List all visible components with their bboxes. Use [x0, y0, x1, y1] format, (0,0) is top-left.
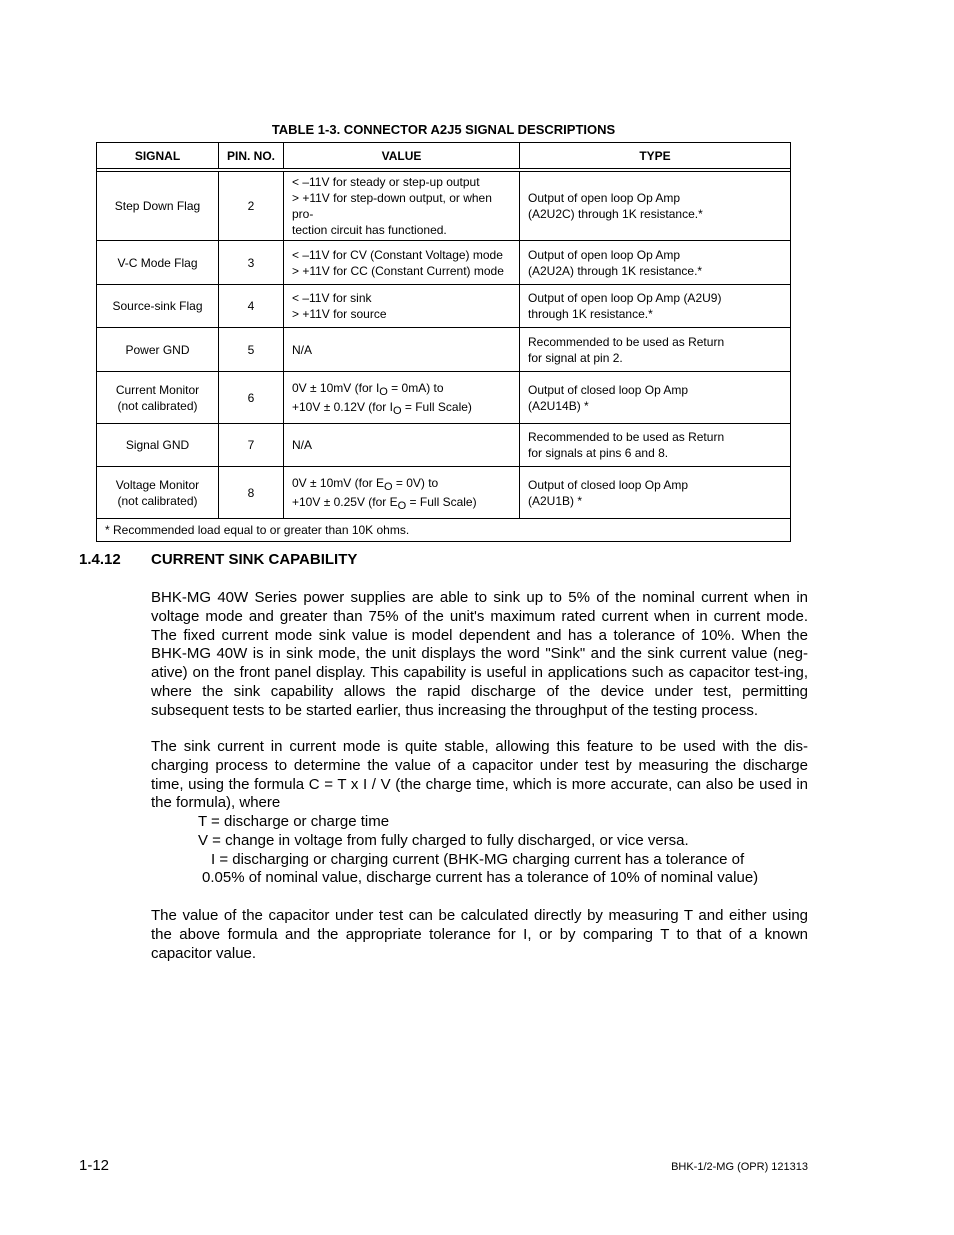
cell-value: [284, 328, 520, 372]
cell-pin: 4: [219, 285, 284, 328]
cell-type: [520, 285, 791, 328]
signal-table: [96, 142, 791, 542]
type-line: Recommended to be used as Return: [528, 430, 725, 444]
type-line: Output of closed loop Op Amp: [528, 382, 689, 397]
table-body: [97, 169, 791, 542]
page-number: 1-12: [79, 1157, 110, 1174]
value-line: [292, 398, 511, 417]
value-text: = Full Scale): [401, 399, 472, 414]
type-line: (A2U2A) through 1K resistance.*: [528, 263, 703, 278]
cell-value: [284, 172, 520, 241]
definition-i-continued: 0.05% of nominal value, discharge current has a tolerance of 10% of nominal value): [202, 869, 759, 887]
section-heading: [79, 551, 357, 568]
table-row: [97, 285, 791, 328]
document-id: BHK-1/2-MG (OPR) 121313: [671, 1161, 808, 1173]
table-row: [97, 241, 791, 285]
type-line: for signal at pin 2.: [528, 350, 623, 365]
cell-signal: [97, 241, 219, 285]
type-line: through 1K resistance.*: [528, 307, 653, 321]
definition-t: T = discharge or charge time: [198, 813, 390, 830]
type-line: (A2U2C) through 1K resistance.*: [528, 207, 703, 221]
value-line: tection circuit has functioned.: [292, 223, 447, 237]
signal-name-line: (not calibrated): [117, 398, 198, 413]
cell-pin: 2: [219, 172, 284, 241]
cell-signal: [97, 285, 219, 328]
value-line: [292, 493, 511, 512]
signal-name-line: Current Monitor: [115, 382, 200, 397]
signal-name-line: V-C Mode Flag: [117, 255, 198, 270]
type-line: (A2U1B) *: [528, 493, 583, 508]
type-line: Output of open loop Op Amp: [528, 191, 681, 205]
value-text: = 0V) to: [392, 475, 439, 490]
cell-pin: 3: [219, 241, 284, 285]
cell-value: [284, 424, 520, 467]
cell-pin: 7: [219, 424, 284, 467]
cell-signal: [97, 328, 219, 372]
table-footnote: * Recommended load equal to or greater than 10K ohms.: [97, 519, 791, 542]
paragraph-capacitor-value: The value of the capacitor under test can be calculated directly by measuring T and either using the above formula and the appropriate tolerance for I, or by comparing T to that of a known capacitor value.: [151, 907, 808, 962]
paragraph-sink-capability: BHK-MG 40W Series power supplies are able to sink up to 5% of the nominal current when in voltage mode and greater than 75% of the unit's maximum rated current when in current mode. The fixed current mode sink value is model dependent and has a tolerance of 10%. When the BHK-MG 40W is in sink mode, the unit displays the word "Sink" and the sink current value (neg-ative) on the front panel display. This capability is useful in applications such as capacitor test-ing, where the sink capability allows the rapid discharge of the device under test, permitting subsequent tests to be started earlier, thus increasing the throughput of the testing process.: [151, 589, 808, 719]
value-line: [292, 379, 511, 398]
type-line: Output of closed loop Op Amp: [528, 477, 689, 492]
table-row: [97, 424, 791, 467]
table-row: [97, 467, 791, 519]
table-row: [97, 328, 791, 372]
value-text: 0V ± 10mV (for E: [292, 475, 384, 490]
value-line: < –11V for CV (Constant Voltage) mode: [292, 247, 503, 262]
cell-signal: [97, 372, 219, 424]
cell-value: [284, 467, 520, 519]
cell-pin: 5: [219, 328, 284, 372]
table-title: TABLE 1-3. CONNECTOR A2J5 SIGNAL DESCRIPTIONS: [271, 122, 616, 137]
cell-type: [520, 424, 791, 467]
signal-name-line: Step Down Flag: [114, 199, 201, 213]
signal-name-line: Source-sink Flag: [112, 299, 203, 313]
section-number: 1.4.12: [79, 551, 121, 568]
type-line: Output of open loop Op Amp: [528, 247, 681, 262]
value-line: [292, 474, 511, 493]
cell-value: [284, 285, 520, 328]
value-line: < –11V for steady or step-up output: [292, 175, 480, 189]
cell-pin: 8: [219, 467, 284, 519]
signal-name-line: Power GND: [125, 342, 190, 357]
value-line: N/A: [292, 342, 313, 357]
value-text: = Full Scale): [406, 494, 477, 509]
table-footnote-row: [97, 519, 791, 542]
value-text: = 0mA) to: [387, 380, 444, 395]
value-subscript: O: [397, 499, 407, 512]
signal-name-line: (not calibrated): [117, 493, 198, 508]
value-text: +10V ± 0.25V (for E: [292, 494, 398, 509]
definition-v: V = change in voltage from fully charged to fully discharged, or vice versa.: [198, 831, 689, 849]
cell-value: [284, 241, 520, 285]
value-line: < –11V for sink: [292, 291, 372, 305]
section-title: CURRENT SINK CAPABILITY: [151, 551, 358, 568]
table-row: [97, 372, 791, 424]
type-line: (A2U14B) *: [528, 398, 589, 413]
header-value: VALUE: [284, 143, 520, 169]
signal-name-line: Voltage Monitor: [115, 477, 200, 492]
paragraph-sink-stability: The sink current in current mode is quite stable, allowing this feature to be used with the dis-charging process to determine the value of a capacitor under test by measuring the discharge time, using the formula C = T x I / V (the charge time, which is more accurate, can also be used in the formula), where: [151, 738, 808, 812]
cell-type: [520, 372, 791, 424]
value-line: > +11V for CC (Constant Current) mode: [292, 263, 504, 278]
cell-value: [284, 372, 520, 424]
type-line: Output of open loop Op Amp (A2U9): [528, 291, 722, 305]
table-row: [97, 172, 791, 241]
cell-signal: [97, 172, 219, 241]
table-header-row: [97, 143, 791, 169]
cell-type: [520, 467, 791, 519]
cell-type: [520, 328, 791, 372]
value-subscript: O: [379, 385, 388, 398]
value-line: N/A: [292, 438, 313, 452]
value-text: 0V ± 10mV (for I: [292, 380, 380, 395]
type-line: for signals at pins 6 and 8.: [528, 446, 669, 460]
value-line: > +11V for step-down output, or when pro-: [292, 191, 492, 221]
cell-signal: [97, 467, 219, 519]
header-signal: SIGNAL: [97, 143, 219, 169]
signal-name-line: Signal GND: [125, 438, 190, 452]
definition-i: I = discharging or charging current (BHK-MG charging current has a tolerance of: [211, 850, 745, 868]
cell-pin: 6: [219, 372, 284, 424]
value-subscript: O: [383, 480, 393, 493]
header-pin: PIN. NO.: [219, 143, 284, 169]
cell-signal: [97, 424, 219, 467]
header-type: TYPE: [520, 143, 791, 169]
value-line: > +11V for source: [292, 307, 387, 321]
cell-type: [520, 172, 791, 241]
type-line: Recommended to be used as Return: [528, 334, 725, 349]
value-subscript: O: [392, 404, 402, 417]
value-text: +10V ± 0.12V (for I: [292, 399, 393, 414]
formula-definitions: [151, 813, 808, 888]
cell-type: [520, 241, 791, 285]
